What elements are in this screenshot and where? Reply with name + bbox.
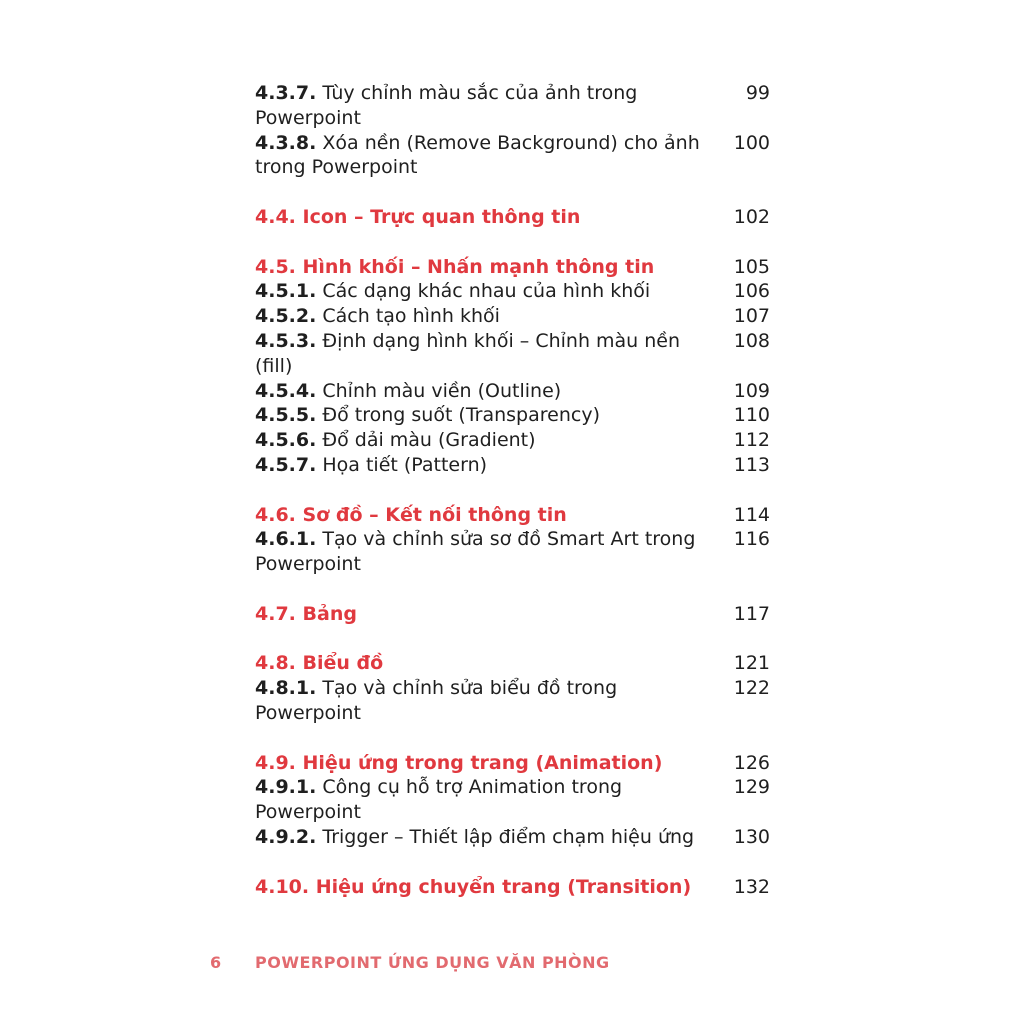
toc-entry-title: Chỉnh màu viền (Outline) <box>322 379 562 402</box>
toc-subsection-entry <box>255 676 770 726</box>
toc-entry-text <box>255 131 717 181</box>
toc-subsection-entry <box>255 81 770 131</box>
toc-entry-number: 4.5. <box>255 255 296 278</box>
toc-entry-title: Định dạng hình khối – Chỉnh màu nền (fill) <box>255 329 681 377</box>
page-footer <box>0 953 1024 975</box>
toc-entry-number: 4.8. <box>255 652 296 675</box>
toc-entry-text <box>255 403 717 428</box>
toc-entry-page: 126 <box>733 751 770 774</box>
toc-entry-text <box>255 651 717 676</box>
toc-entry-text <box>255 527 717 577</box>
toc-entry-title: Công cụ hỗ trợ Animation trong Powerpoint <box>255 776 623 824</box>
toc-entry-number: 4.5.6. <box>255 429 317 452</box>
toc-entry-number: 4.9.2. <box>255 825 317 848</box>
toc-entry-text <box>255 602 717 627</box>
toc-entry-page: 100 <box>733 131 770 154</box>
toc-entry-title: Tùy chỉnh màu sắc của ảnh trong Powerpoint <box>255 82 638 129</box>
toc-entry-title: Họa tiết (Pattern) <box>322 453 488 476</box>
toc-entry-text <box>255 751 717 776</box>
toc-entry-page: 121 <box>733 652 770 675</box>
toc-entry-number: 4.5.5. <box>255 404 317 427</box>
toc-spacer <box>255 850 770 875</box>
toc-subsection-entry <box>255 403 770 428</box>
toc-entry-text <box>255 279 717 304</box>
toc-entry-title: Trigger – Thiết lập điểm chạm hiệu ứng <box>322 825 695 848</box>
toc-subsection-entry <box>255 527 770 577</box>
toc-entry-title: Hiệu ứng chuyển trang (Transition) <box>315 875 692 898</box>
toc-entry-number: 4.4. <box>255 205 296 228</box>
toc-entry-page: 132 <box>733 875 770 898</box>
toc-section-entry <box>255 751 770 776</box>
toc-subsection-entry <box>255 428 770 453</box>
toc-entry-page: 130 <box>733 825 770 848</box>
toc-entry-page: 112 <box>733 429 770 452</box>
toc-section-entry <box>255 205 770 230</box>
toc-entry-number: 4.5.7. <box>255 453 317 476</box>
toc-entry-page: 129 <box>733 776 770 799</box>
toc-entry-text <box>255 676 717 726</box>
toc-entry-number: 4.3.8. <box>255 131 317 154</box>
toc-subsection-entry <box>255 453 770 478</box>
toc-subsection-entry <box>255 329 770 379</box>
toc-entry-page: 108 <box>733 329 770 352</box>
toc-section-entry <box>255 875 770 900</box>
toc-entry-number: 4.5.4. <box>255 379 317 402</box>
footer-page-number: 6 <box>210 953 222 972</box>
toc-entry-number: 4.5.2. <box>255 305 317 328</box>
toc-entry-page: 110 <box>733 404 770 427</box>
toc-entry-text <box>255 825 717 850</box>
toc-entry-title: Hiệu ứng trong trang (Animation) <box>302 751 663 774</box>
toc-entry-text <box>255 453 717 478</box>
toc-entry-number: 4.5.1. <box>255 280 317 303</box>
toc-entry-text <box>255 379 717 404</box>
toc-spacer <box>255 478 770 503</box>
toc-section-entry <box>255 503 770 528</box>
toc-subsection-entry <box>255 131 770 181</box>
toc-entry-title: Biểu đồ <box>302 652 384 675</box>
toc-entry-text <box>255 205 717 230</box>
toc-subsection-entry <box>255 279 770 304</box>
toc-entry-text <box>255 81 717 131</box>
toc-section-entry <box>255 651 770 676</box>
footer-book-title: POWERPOINT ỨNG DỤNG VĂN PHÒNG <box>255 953 610 972</box>
toc-spacer <box>255 180 770 205</box>
toc-subsection-entry <box>255 304 770 329</box>
toc-entry-number: 4.6.1. <box>255 528 317 551</box>
toc-subsection-entry <box>255 825 770 850</box>
toc-entry-title: Xóa nền (Remove Background) cho ảnh trong Powerpoint <box>255 131 700 179</box>
toc-entry-title: Icon – Trực quan thông tin <box>302 205 581 228</box>
toc-entry-number: 4.6. <box>255 503 296 526</box>
toc-section-entry <box>255 602 770 627</box>
toc-entry-title: Sơ đồ – Kết nối thông tin <box>302 503 567 526</box>
toc-entry-page: 107 <box>733 305 770 328</box>
toc-entry-number: 4.5.3. <box>255 329 317 352</box>
toc-entry-title: Tạo và chỉnh sửa biểu đồ trong Powerpoint <box>255 677 618 724</box>
toc-spacer <box>255 577 770 602</box>
toc-entry-title: Các dạng khác nhau của hình khối <box>322 280 651 303</box>
toc-subsection-entry <box>255 379 770 404</box>
toc-entry-page: 105 <box>733 255 770 278</box>
toc-entry-number: 4.8.1. <box>255 677 317 700</box>
toc-entry-text <box>255 329 717 379</box>
toc-entry-page: 106 <box>733 280 770 303</box>
toc-entry-title: Đổ trong suốt (Transparency) <box>322 404 600 427</box>
table-of-contents <box>255 81 770 899</box>
toc-entry-page: 102 <box>733 205 770 228</box>
toc-entry-page: 109 <box>733 379 770 402</box>
toc-spacer <box>255 230 770 255</box>
toc-entry-text <box>255 875 717 900</box>
toc-entry-number: 4.10. <box>255 875 310 898</box>
toc-entry-title: Tạo và chỉnh sửa sơ đồ Smart Art trong Powerpoint <box>255 528 696 576</box>
toc-entry-number: 4.9.1. <box>255 776 317 799</box>
toc-spacer <box>255 627 770 652</box>
toc-entry-page: 113 <box>733 453 770 476</box>
toc-entry-text <box>255 503 717 528</box>
toc-entry-page: 117 <box>733 602 770 625</box>
toc-entry-title: Hình khối – Nhấn mạnh thông tin <box>302 255 655 278</box>
toc-entry-text <box>255 775 717 825</box>
toc-entry-page: 114 <box>733 503 770 526</box>
toc-spacer <box>255 726 770 751</box>
toc-entry-page: 122 <box>733 677 770 700</box>
toc-subsection-entry <box>255 775 770 825</box>
toc-entry-number: 4.3.7. <box>255 82 317 104</box>
toc-section-entry <box>255 255 770 280</box>
toc-entry-number: 4.9. <box>255 751 296 774</box>
toc-entry-title: Cách tạo hình khối <box>322 305 500 328</box>
toc-entry-title: Đổ dải màu (Gradient) <box>322 429 536 452</box>
toc-entry-page: 99 <box>745 82 770 104</box>
toc-entry-text <box>255 304 717 329</box>
toc-entry-text <box>255 428 717 453</box>
toc-entry-page: 116 <box>733 528 770 551</box>
toc-entry-title: Bảng <box>302 602 357 625</box>
toc-entry-text <box>255 255 717 280</box>
toc-entry-number: 4.7. <box>255 602 296 625</box>
